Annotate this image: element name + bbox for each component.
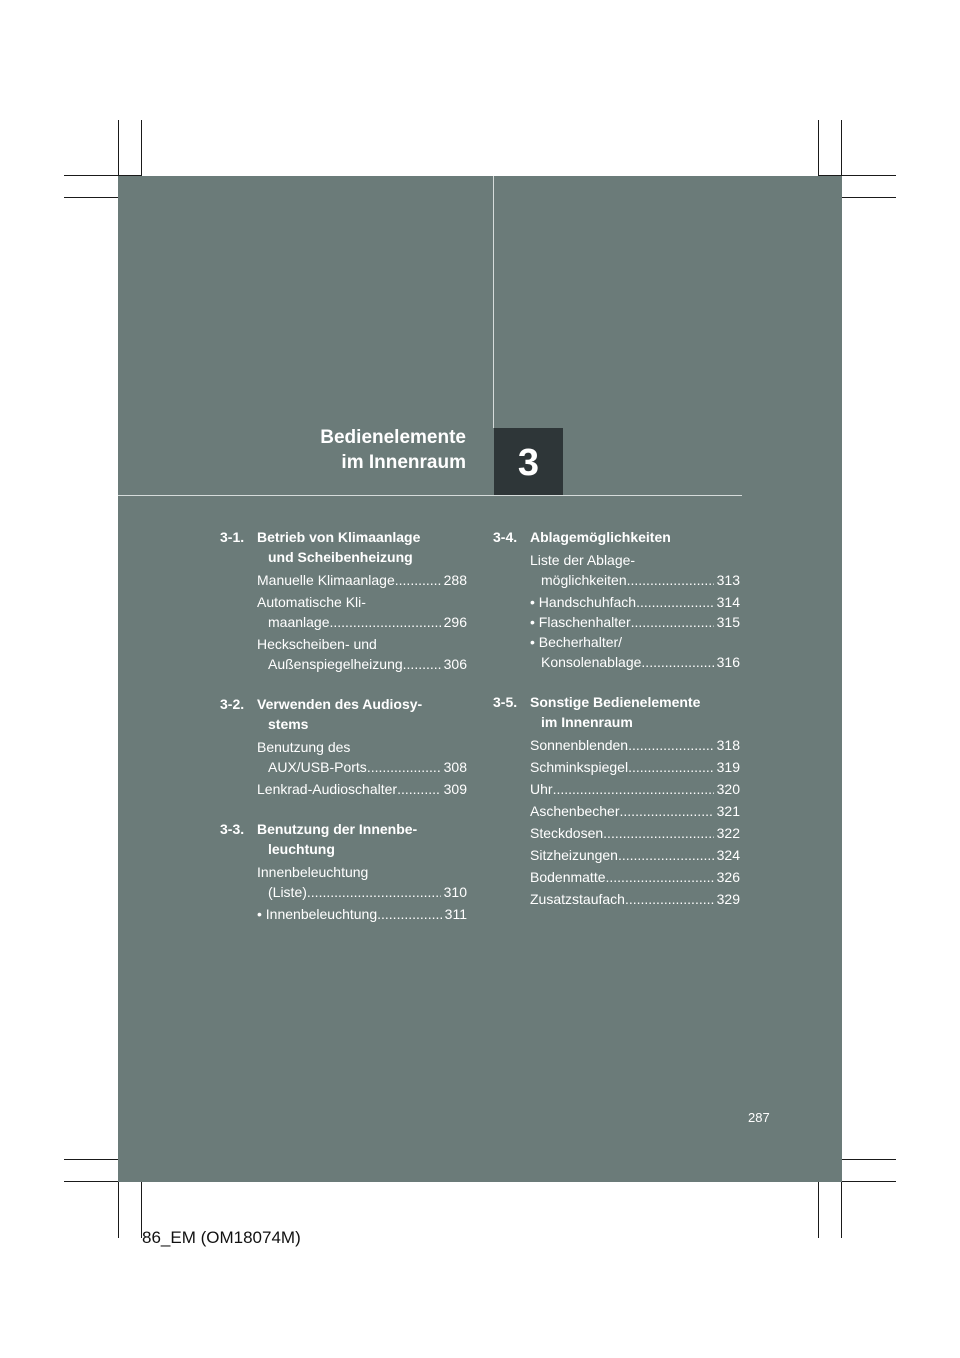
section-title-line2: und Scheibenheizung (268, 549, 413, 565)
entry-page: 329 (716, 891, 740, 907)
toc-entry[interactable] (220, 570, 467, 590)
section-number: 3-5. (493, 694, 518, 710)
toc-entry[interactable] (220, 634, 467, 674)
entry-text-line1: Liste der Ablage- (530, 552, 636, 568)
entry-text: Sitzheizungen (530, 847, 618, 863)
entry-text: Zusatzstaufach (530, 891, 625, 907)
chapter-number-box: 3 (494, 428, 563, 495)
toc-entry[interactable] (220, 737, 467, 777)
section-number: 3-4. (493, 529, 518, 545)
section-number: 3-2. (220, 696, 245, 712)
entry-page: 324 (716, 847, 740, 863)
section-heading[interactable] (220, 694, 467, 734)
section-heading[interactable] (220, 819, 467, 859)
toc-section-3-4 (493, 527, 740, 672)
section-number: 3-1. (220, 529, 245, 545)
toc-entry[interactable] (493, 867, 740, 887)
toc-entry[interactable] (493, 612, 740, 632)
section-title-line2: im Innenraum (541, 714, 633, 730)
entry-page: 310 (443, 884, 467, 900)
toc-section-3-2 (220, 694, 467, 799)
toc-entry[interactable] (493, 889, 740, 909)
entry-page: 308 (443, 759, 467, 775)
toc-entry[interactable] (493, 845, 740, 865)
section-title-line1: Sonstige Bedienelemente (530, 694, 701, 710)
entry-page: 313 (716, 572, 740, 588)
entry-text-line1: Automatische Kli- (257, 594, 366, 610)
entry-text: • Innenbeleuchtung (257, 906, 378, 922)
toc-entry[interactable] (493, 735, 740, 755)
toc-entry[interactable] (493, 550, 740, 590)
entry-text: Aschenbecher (530, 803, 620, 819)
toc-entry[interactable] (220, 862, 467, 902)
entry-text: Bodenmatte (530, 869, 606, 885)
entry-text-line1: Benutzung des (257, 739, 351, 755)
toc-entry[interactable] (493, 592, 740, 612)
entry-page: 322 (716, 825, 740, 841)
entry-text: AUX/USB-Ports (268, 759, 367, 775)
entry-text: Außenspiegelheizung (268, 656, 403, 672)
toc-right-column (493, 527, 740, 929)
entry-text: (Liste) (268, 884, 307, 900)
footer-document-code: 86_EM (OM18074M) (142, 1228, 301, 1247)
entry-page: 311 (444, 906, 467, 922)
toc-entry[interactable] (493, 801, 740, 821)
section-title-line1: Verwenden des Audiosy- (257, 696, 423, 712)
entry-page: 314 (716, 594, 740, 610)
entry-text: möglichkeiten (541, 572, 627, 588)
entry-text: Lenkrad-Audioschalter (257, 781, 398, 797)
section-heading[interactable] (493, 692, 740, 732)
entry-text: Konsolenablage (541, 654, 642, 670)
entry-page: 315 (716, 614, 740, 630)
toc-entry[interactable] (220, 779, 467, 799)
entry-text: • Handschuhfach (530, 594, 637, 610)
section-title-line2: stems (268, 716, 309, 732)
section-title-line1: Ablagemöglichkeiten (530, 529, 671, 545)
section-title-line1: Benutzung der Innenbe- (257, 821, 418, 837)
chapter-title-line2: im Innenraum (341, 452, 466, 473)
section-heading[interactable] (220, 527, 467, 567)
entry-page: 296 (443, 614, 467, 630)
entry-text-line1: • Becherhalter/ (530, 634, 623, 650)
entry-text: Schminkspiegel (530, 759, 629, 775)
entry-page: 320 (716, 781, 740, 797)
toc-entry[interactable] (493, 632, 740, 672)
toc-left-column (220, 527, 467, 944)
entry-text-line1: Innenbeleuchtung (257, 864, 369, 880)
section-title-line2: leuchtung (268, 841, 335, 857)
toc-section-3-5 (493, 692, 740, 909)
entry-text: Uhr (530, 781, 553, 797)
section-heading[interactable] (493, 527, 740, 547)
chapter-title-line1: Bedienelemente (320, 427, 466, 448)
entry-page: 288 (443, 572, 467, 588)
toc-entry[interactable] (493, 779, 740, 799)
entry-text-line1: Heckscheiben- und (257, 636, 377, 652)
entry-text: Manuelle Klimaanlage (257, 572, 395, 588)
entry-text: • Flaschenhalter (530, 614, 631, 630)
entry-page: 306 (443, 656, 467, 672)
toc-entry[interactable] (220, 904, 467, 924)
chapter-title (216, 425, 466, 475)
vertical-divider (493, 176, 494, 428)
entry-text: maanlage (268, 614, 330, 630)
entry-page: 316 (716, 654, 740, 670)
entry-page: 321 (716, 803, 740, 819)
entry-page: 326 (716, 869, 740, 885)
page-number: 287 (748, 1110, 770, 1125)
section-title-line1: Betrieb von Klimaanlage (257, 529, 421, 545)
toc-entry[interactable] (220, 592, 467, 632)
entry-page: 319 (716, 759, 740, 775)
entry-page: 318 (716, 737, 740, 753)
toc-section-3-1 (220, 527, 467, 674)
entry-text: Sonnenblenden (530, 737, 629, 753)
toc-section-3-3 (220, 819, 467, 924)
entry-page: 309 (443, 781, 467, 797)
header-divider (118, 495, 742, 496)
toc-entry[interactable] (493, 823, 740, 843)
toc-entry[interactable] (493, 757, 740, 777)
entry-text: Steckdosen (530, 825, 604, 841)
section-number: 3-3. (220, 821, 245, 837)
